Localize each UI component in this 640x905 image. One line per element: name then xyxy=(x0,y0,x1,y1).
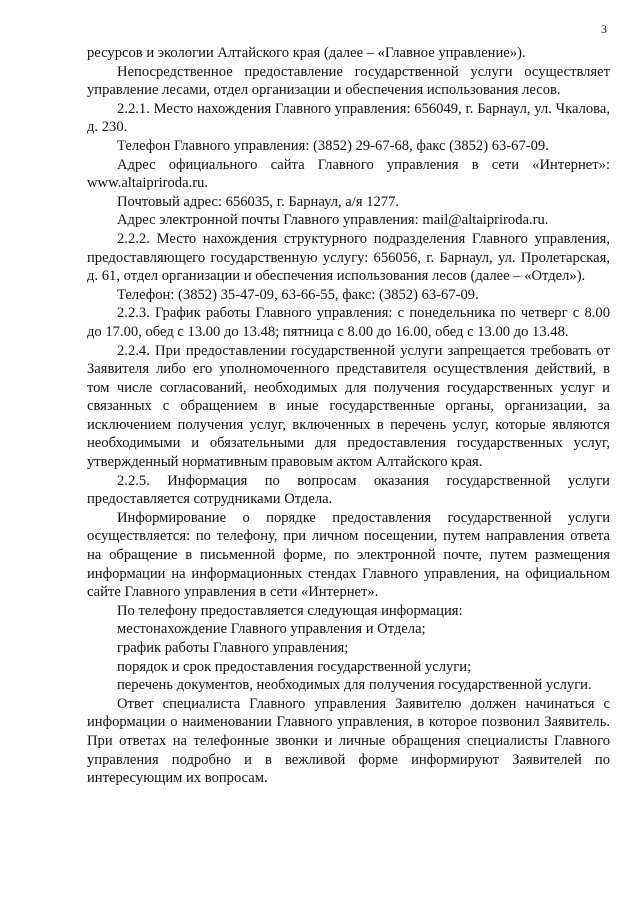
paragraph: Адрес электронной почты Главного управления: mail@altaipriroda.ru. xyxy=(117,212,549,229)
paragraph: 2.2.3. График работы Главного управления: с понедельника по четверг с 8.00 до 17.00, обед с 13.00 до 13.48; пятница с 8.00 до 16.00, обед с 13.00 до 13.48. xyxy=(87,305,610,340)
paragraph: Почтовый адрес: 656035, г. Барнаул, а/я 1277. xyxy=(117,193,400,210)
list-item: местонахождение Главного управления и Отдела; xyxy=(117,621,426,638)
paragraph: 2.2.2. Место нахождения структурного подразделения Главного управления, предоставляющего государственную услугу: 656056, г. Барнаул, ул. Пролетарская, д. 61, отдел организации и обеспечения использования лесов (далее – «Отдел»). xyxy=(87,230,610,285)
paragraph: По телефону предоставляется следующая информация: xyxy=(117,602,463,619)
paragraph: Адрес официального сайта Главного управления в сети «Интернет»: www.altaipriroda.ru. xyxy=(87,156,610,192)
paragraph: Ответ специалиста Главного управления Заявителю должен начинаться с информации о наименовании Главного управления, в которое позвонил Заявитель. При ответах на телефонные звонки и личные обращения специалисты Главного управления подробно и в вежливой форме информируют Заявителей по интересующим их вопросам. xyxy=(87,695,610,787)
list-item: перечень документов, необходимых для получения государственной услуги. xyxy=(117,677,592,694)
page-number: 3 xyxy=(601,22,607,36)
paragraph: Информирование о порядке предоставления государственной услуги осуществляется: по телефону, при личном посещении, путем направления ответа на обращение в письменной форме, по электронной почте, путем размещения информации на информационных стендах Главного управления, на официальном сайте Главного управления в сети «Интернет». xyxy=(87,509,610,601)
paragraph: 2.2.5. Информация по вопросам оказания государственной услуги предоставляется сотрудниками Отдела. xyxy=(87,472,610,508)
paragraph: Телефон: (3852) 35-47-09, 63-66-55, факс: (3852) 63-67-09. xyxy=(117,286,479,303)
document-body xyxy=(87,44,610,788)
paragraph: Непосредственное предоставление государственной услуги осуществляет управление лесами, отдел организации и обеспечения использования лесов. xyxy=(87,63,610,99)
paragraph: 2.2.4. При предоставлении государственной услуги запрещается требовать от Заявителя либо его уполномоченного представителя осуществления действий, в том числе согласований, необходимых для получения государственных услуг и связанных с обращением в иные государственные органы, организации, за исключением получения услуг, включенных в перечень услуг, которые являются необходимыми и обязательными для предоставления государственных услуг, утвержденный нормативным правовым актом Алтайского края. xyxy=(87,342,610,471)
list-item: график работы Главного управления; xyxy=(117,640,349,656)
list-item: порядок и срок предоставления государственной услуги; xyxy=(117,658,472,675)
paragraph: ресурсов и экологии Алтайского края (далее – «Главное управление»). xyxy=(87,45,526,61)
paragraph: 2.2.1. Место нахождения Главного управления: 656049, г. Барнаул, ул. Чкалова, д. 230. xyxy=(87,100,610,136)
paragraph: Телефон Главного управления: (3852) 29-67-68, факс (3852) 63-67-09. xyxy=(117,137,549,154)
